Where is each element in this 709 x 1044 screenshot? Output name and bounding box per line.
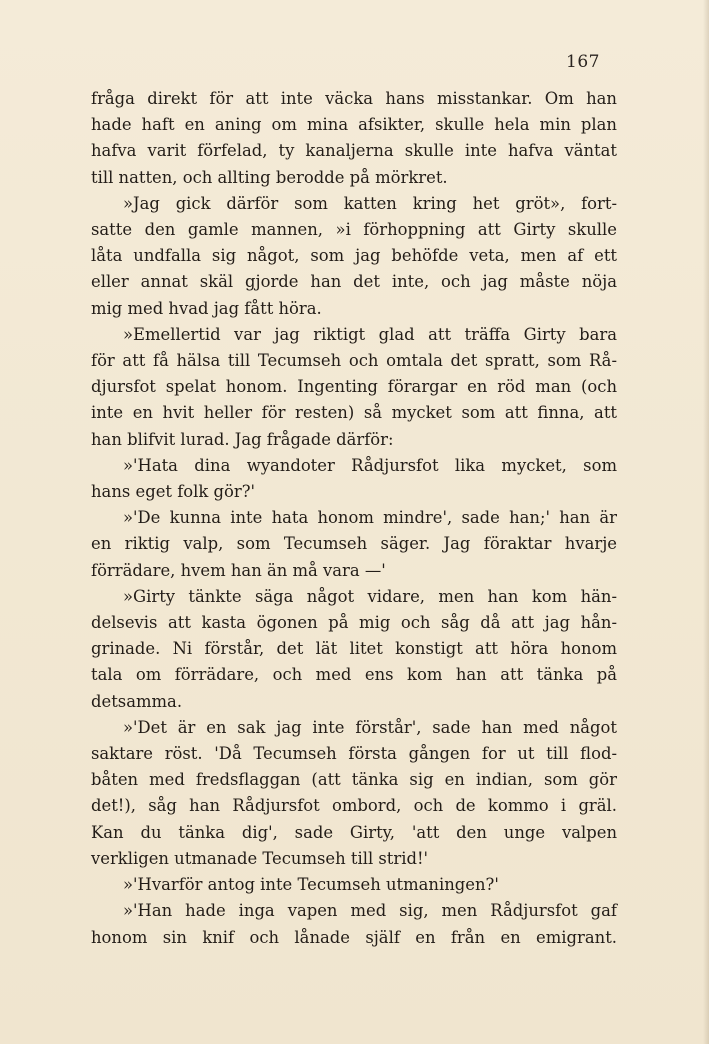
text-line: honom sin knif och lånade själf en från en emigrant. xyxy=(91,927,617,947)
text-line: det!), såg han Rådjursfot ombord, och de kommo i gräl. xyxy=(91,796,617,816)
text-line: eller annat skäl gjorde han det inte, och jag måste nöja xyxy=(91,272,617,292)
text-line: fråga direkt för att inte väcka hans misstankar. Om han xyxy=(91,89,617,108)
text-line: »'Hata dina wyandoter Rådjursfot lika mycket, som xyxy=(123,455,617,475)
paragraph xyxy=(91,191,617,322)
text-line: »'Det är en sak jag inte förstår', sade han med något xyxy=(123,717,617,737)
text-line: Kan du tänka dig', sade Girty, 'att den unge valpen xyxy=(91,822,617,842)
text-line: tala om förrädare, och med ens kom han att tänka på xyxy=(91,665,617,685)
paragraph xyxy=(91,453,617,505)
page-edge-shadow xyxy=(703,0,709,1044)
text-line: djursfot spelat honom. Ingenting förargar en röd man (och xyxy=(91,377,617,397)
text-line: saktare röst. 'Då Tecumseh första gången for ut till flod- xyxy=(91,744,617,764)
text-line: »Jag gick därför som katten kring het gröt», fort- xyxy=(123,193,617,213)
text-line: grinade. Ni förstår, det lät litet konstigt att höra honom xyxy=(91,639,617,659)
text-line: »'Hvarför antog inte Tecumseh utmaningen?' xyxy=(123,875,499,895)
text-line: »Girty tänkte säga något vidare, men han kom hän- xyxy=(123,586,617,606)
text-line: delsevis att kasta ögonen på mig och såg då att jag hån- xyxy=(91,613,617,633)
text-line: »'De kunna inte hata honom mindre', sade han;' han är xyxy=(123,508,617,528)
text-line: till natten, och allting berodde på mörkret. xyxy=(91,167,448,187)
text-line: detsamma. xyxy=(91,691,183,711)
text-line: hafva varit förfelad, ty kanaljerna skulle inte hafva väntat xyxy=(91,141,617,161)
paragraph xyxy=(91,322,617,453)
page-number: 167 xyxy=(566,52,600,72)
paragraph xyxy=(91,505,617,584)
text-line: en riktig valp, som Tecumseh säger. Jag föraktar hvarje xyxy=(91,534,617,554)
text-line: satte den gamle mannen, »i förhoppning att Girty skulle xyxy=(91,220,617,240)
text-line: inte en hvit heller för resten) så mycket som att finna, att xyxy=(91,403,617,423)
text-line: låta undfalla sig något, som jag behöfde veta, men af ett xyxy=(91,246,617,266)
text-line: verkligen utmanade Tecumseh till strid!' xyxy=(91,848,429,868)
text-line: hans eget folk gör?' xyxy=(91,482,256,502)
paragraph xyxy=(91,872,617,898)
text-line: »'Han hade inga vapen med sig, men Rådjursfot gaf xyxy=(123,901,617,921)
text-line: hade haft en aning om mina afsikter, skulle hela min plan xyxy=(91,115,617,135)
text-line: båten med fredsflaggan (att tänka sig en indian, som gör xyxy=(91,770,617,790)
text-line: han blifvit lurad. Jag frågade därför: xyxy=(91,429,394,449)
text-line: förrädare, hvem han än må vara —' xyxy=(91,560,386,580)
body-text xyxy=(91,86,617,951)
paragraph xyxy=(91,86,617,191)
text-line: »Emellertid var jag riktigt glad att träffa Girty bara xyxy=(123,324,617,344)
text-line: mig med hvad jag fått höra. xyxy=(91,298,322,318)
paragraph xyxy=(91,898,617,950)
paragraph xyxy=(91,584,617,715)
paragraph xyxy=(91,715,617,872)
text-line: för att få hälsa till Tecumseh och omtala det spratt, som Rå- xyxy=(91,351,617,371)
